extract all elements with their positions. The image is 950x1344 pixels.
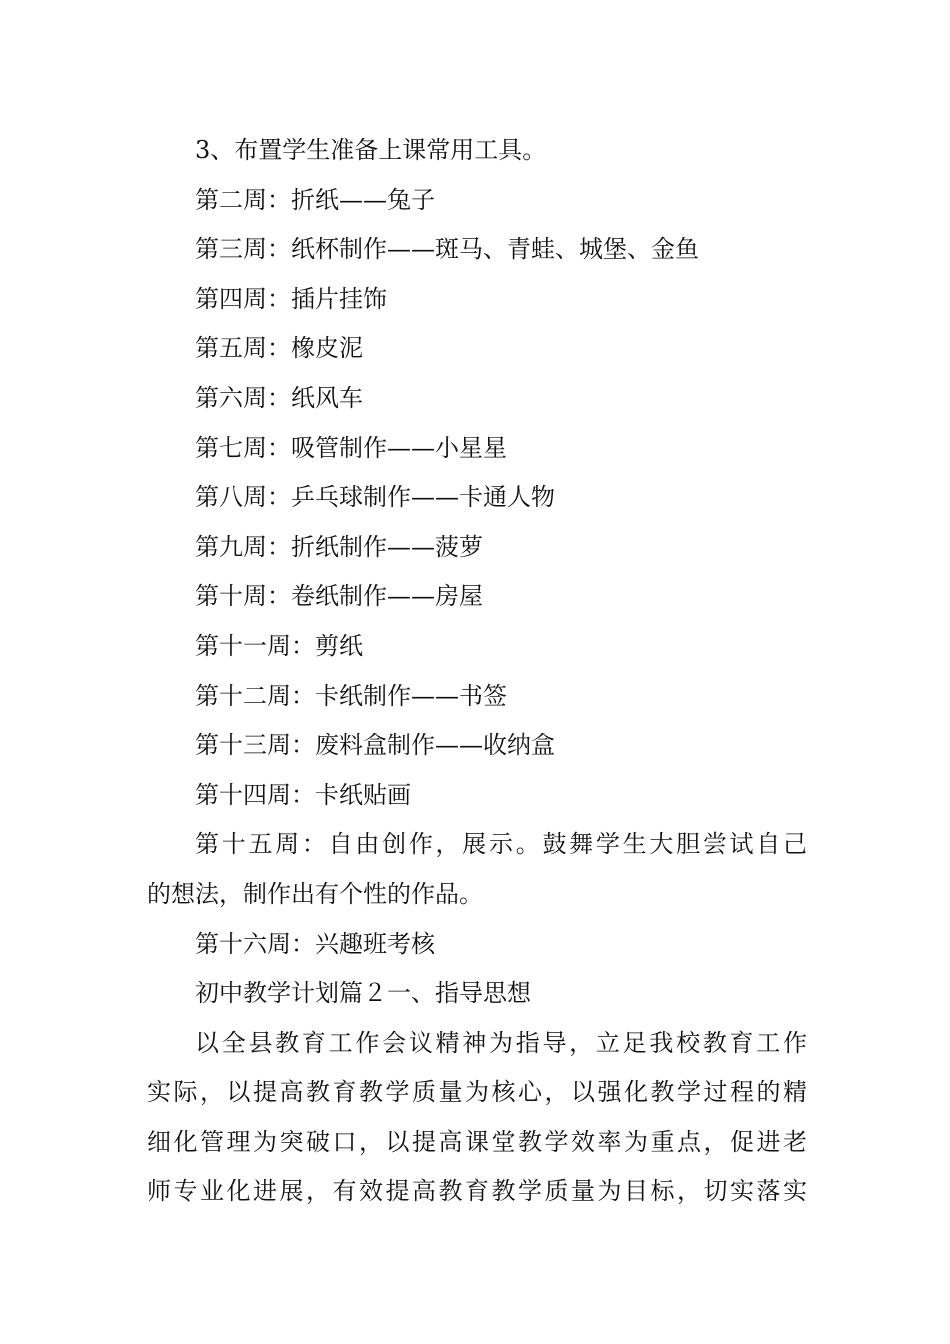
week-3-line: 第三周：纸杯制作——斑马、青蛙、城堡、金鱼: [195, 235, 699, 264]
week-13-line: 第十三周：废料盒制作——收纳盒: [195, 731, 555, 760]
week-16-line: 第十六周：兴趣班考核: [195, 929, 435, 958]
week-5-line: 第五周：橡皮泥: [195, 334, 363, 363]
week-10-line: 第十周：卷纸制作——房屋: [195, 582, 483, 611]
instruction-line: 3、布置学生准备上课常用工具。: [195, 136, 547, 164]
document-body: [147, 126, 807, 1217]
week-4-line: 第四周：插片挂饰: [195, 284, 387, 313]
week-9-line: 第九周：折纸制作——菠萝: [195, 532, 483, 561]
guiding-paragraph-line-3: 细化管理为突破口，以提高课堂教学效率为重点，促进老: [147, 1127, 807, 1156]
guiding-paragraph-line-4: 师专业化进展，有效提高教育教学质量为目标，切实落实: [147, 1177, 807, 1206]
week-11-line: 第十一周：剪纸: [195, 631, 363, 660]
week-12-line: 第十二周：卡纸制作——书签: [195, 681, 507, 710]
week-14-line: 第十四周：卡纸贴画: [195, 780, 411, 809]
week-8-line: 第八周：乒乓球制作——卡通人物: [195, 483, 555, 512]
week-2-line: 第二周：折纸——兔子: [195, 185, 435, 214]
guiding-paragraph-line-1: 以全县教育工作会议精神为指导，立足我校教育工作: [195, 1028, 807, 1057]
section-heading: 初中教学计划篇２一、指导思想: [195, 979, 531, 1008]
week-15-line-1: 第十五周：自由创作，展示。鼓舞学生大胆尝试自己: [195, 830, 807, 859]
week-15-line-2: 的想法，制作出有个性的作品。: [147, 879, 483, 908]
guiding-paragraph-line-2: 实际，以提高教育教学质量为核心，以强化教学过程的精: [147, 1078, 807, 1107]
week-6-line: 第六周：纸风车: [195, 383, 363, 412]
week-7-line: 第七周：吸管制作——小星星: [195, 433, 507, 462]
